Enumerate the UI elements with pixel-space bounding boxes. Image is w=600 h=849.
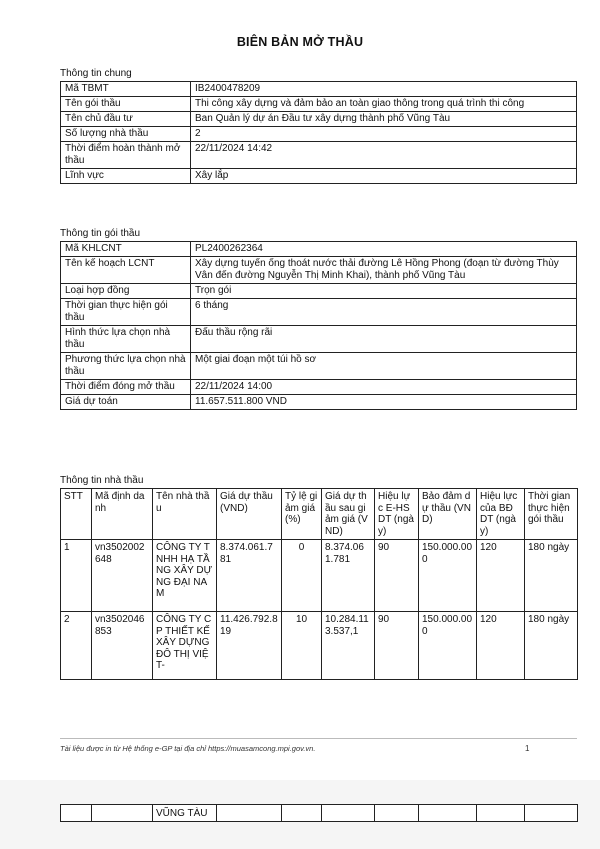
- general-info-label: Lĩnh vực: [61, 169, 191, 184]
- general-info-value: 2: [191, 127, 577, 142]
- contractor-cell: 0: [282, 540, 322, 612]
- general-info-row: [61, 97, 577, 112]
- package-info-value: Một giai đoạn một túi hồ sơ: [191, 353, 577, 380]
- general-info-value: Xây lắp: [191, 169, 577, 184]
- contractor-cell: 10.284.113.537,1: [322, 612, 375, 680]
- contractor-row: [61, 612, 578, 680]
- package-info-row: [61, 326, 577, 353]
- contractor-row: [61, 540, 578, 612]
- package-info-value: PL2400262364: [191, 242, 577, 257]
- general-info-table: [60, 81, 577, 184]
- column-header: STT: [61, 489, 92, 540]
- package-info-label: Hình thức lựa chọn nhà thầu: [61, 326, 191, 353]
- contractor-cell: 90: [375, 540, 419, 612]
- general-info-label: Tên chủ đầu tư: [61, 112, 191, 127]
- page-number: 1: [525, 744, 530, 753]
- contractor-cell: 120: [477, 612, 525, 680]
- package-info-value: 22/11/2024 14:00: [191, 380, 577, 395]
- contractor-cell: vn3502046853: [92, 612, 153, 680]
- package-info-row: [61, 353, 577, 380]
- general-info-value: IB2400478209: [191, 82, 577, 97]
- contractor-cell: 8.374.061.781: [322, 540, 375, 612]
- contractor-cell: 11.426.792.819: [217, 612, 282, 680]
- general-info-heading: Thông tin chung: [60, 68, 132, 79]
- contractor-cell: 180 ngày: [525, 540, 578, 612]
- contractor-cell: 180 ngày: [525, 612, 578, 680]
- general-info-row: [61, 169, 577, 184]
- package-info-row: [61, 380, 577, 395]
- package-info-value: Xây dựng tuyến ống thoát nước thải đường Lê Hồng Phong (đoạn từ đường Thùy Vân đến đường Nguyễn Thị Minh Khai), thành phố Vũng Tàu: [191, 257, 577, 284]
- footer-note: Tài liệu được in từ Hệ thống e-GP tại địa chỉ https://muasamcong.mpi.gov.vn.: [60, 744, 316, 753]
- package-info-row: [61, 395, 577, 410]
- contractor-cell: CÔNG TY TNHH HẠ TẦNG XÂY DỰNG ĐẠI NAM: [153, 540, 217, 612]
- general-info-label: Số lượng nhà thầu: [61, 127, 191, 142]
- column-header: Giá dự thầu (VND): [217, 489, 282, 540]
- contractor-cell: 120: [477, 540, 525, 612]
- package-info-row: [61, 299, 577, 326]
- column-header: Hiệu lực E-HSDT (ngày): [375, 489, 419, 540]
- general-info-value: Thi công xây dựng và đảm bảo an toàn giao thông trong quá trình thi công: [191, 97, 577, 112]
- contractor-cell: 150.000.000: [419, 612, 477, 680]
- footer-divider: [60, 738, 577, 739]
- document-title: BIÊN BẢN MỞ THẦU: [236, 35, 364, 49]
- general-info-row: [61, 112, 577, 127]
- package-info-heading: Thông tin gói thầu: [60, 228, 141, 239]
- package-info-row: [61, 284, 577, 299]
- contractor-info-heading: Thông tin nhà thầu: [60, 475, 144, 486]
- contractor-cell: 90: [375, 612, 419, 680]
- column-header: Thời gian thực hiện gói thầu: [525, 489, 578, 540]
- package-info-label: Mã KHLCNT: [61, 242, 191, 257]
- package-info-value: 11.657.511.800 VND: [191, 395, 577, 410]
- contractor-table: [60, 488, 578, 680]
- contractor-cell: 8.374.061.781: [217, 540, 282, 612]
- package-info-label: Giá dự toán: [61, 395, 191, 410]
- contractor-cell: CÔNG TY CP THIẾT KẾ XÂY DỰNG ĐÔ THỊ VIỆT-: [153, 612, 217, 680]
- contractor-cell: vn3502002648: [92, 540, 153, 612]
- package-info-label: Tên kế hoạch LCNT: [61, 257, 191, 284]
- package-info-value: 6 tháng: [191, 299, 577, 326]
- general-info-row: [61, 127, 577, 142]
- general-info-value: Ban Quản lý dự án Đầu tư xây dựng thành phố Vũng Tàu: [191, 112, 577, 127]
- package-info-label: Thời gian thực hiện gói thầu: [61, 299, 191, 326]
- package-info-row: [61, 242, 577, 257]
- package-info-row: [61, 257, 577, 284]
- contractor-cell: 150.000.000: [419, 540, 477, 612]
- column-header: Tỷ lệ giảm giá (%): [282, 489, 322, 540]
- contractor-table-header: [61, 489, 578, 540]
- general-info-label: Tên gói thầu: [61, 97, 191, 112]
- next-page-table-fragment: [60, 804, 578, 822]
- package-info-label: Thời điểm đóng mở thầu: [61, 380, 191, 395]
- package-info-table: [60, 241, 577, 410]
- column-header: Mã định danh: [92, 489, 153, 540]
- package-info-value: Trọn gói: [191, 284, 577, 299]
- contractor-cell: 10: [282, 612, 322, 680]
- column-header: Bảo đảm dự thầu (VND): [419, 489, 477, 540]
- column-header: Hiệu lực của BĐ DT (ngày): [477, 489, 525, 540]
- column-header: Giá dự thầu sau giảm giá (VND): [322, 489, 375, 540]
- general-info-value: 22/11/2024 14:42: [191, 142, 577, 169]
- contractor-cell: 2: [61, 612, 92, 680]
- general-info-label: Thời điểm hoàn thành mở thầu: [61, 142, 191, 169]
- package-info-value: Đấu thầu rộng rãi: [191, 326, 577, 353]
- general-info-row: [61, 82, 577, 97]
- column-header: Tên nhà thầu: [153, 489, 217, 540]
- contractor-cell: 1: [61, 540, 92, 612]
- package-info-label: Loại hợp đồng: [61, 284, 191, 299]
- general-info-label: Mã TBMT: [61, 82, 191, 97]
- fragment-cell-text: VŨNG TÀU: [153, 805, 217, 822]
- package-info-label: Phương thức lựa chọn nhà thầu: [61, 353, 191, 380]
- general-info-row: [61, 142, 577, 169]
